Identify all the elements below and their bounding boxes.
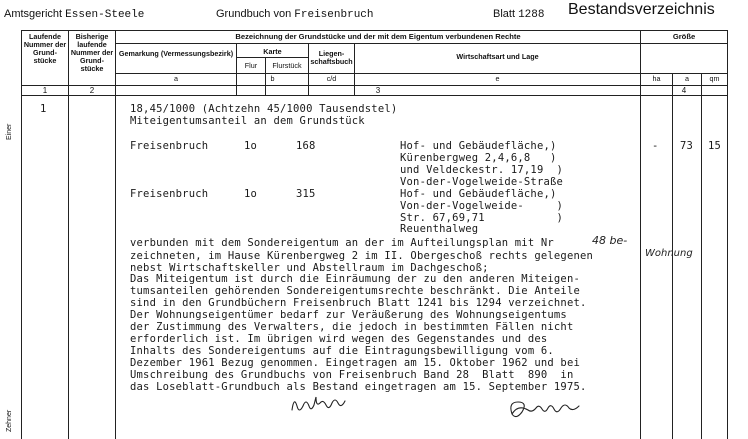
head-laufende-nummer: Laufende Nummer der Grund-stücke (23, 32, 67, 65)
head-flur: Flur (244, 61, 258, 70)
signature-right (511, 402, 579, 417)
parcel-2-lage-1: Hof- und Gebäudefläche,) (400, 188, 557, 200)
colnum-3: 3 (375, 86, 381, 95)
side-label-zehner: Zehner (6, 409, 13, 432)
parcel-2-lage-4: Reuenthalweg (400, 223, 479, 235)
court-label: Amtsgericht (4, 8, 63, 20)
parcel-1-qm: 15 (708, 140, 722, 152)
register-name: Freisenbruch (294, 9, 374, 21)
parcel-1-ar: 73 (680, 140, 694, 152)
colnum-1: 1 (42, 86, 48, 95)
side-label-einer: Einer (6, 123, 13, 140)
head-bezeichnung: Bezeichnung der Grundstücke und der mit dem Eigentum verbundenen Rechte (235, 32, 521, 41)
share-line-2: Miteigentumsanteil an dem Grundstück (130, 115, 365, 127)
parcel-1-lage-1: Hof- und Gebäudefläche,) (400, 140, 557, 152)
sheet-label: Blatt (493, 8, 516, 20)
head-liegenschaftsbuch: Liegen-schaftsbuch (310, 49, 353, 66)
sub-b: b (270, 74, 275, 83)
body-line-11: Dezember 1961 Bezug genommen. Eingetragen am 15. Oktober 1962 und bei (130, 357, 580, 369)
body-line-6: sind in den Grundbüchern Freisenbruch Blatt 1241 bis 1294 verzeichnet. (130, 297, 587, 309)
head-groesse: Größe (672, 32, 696, 41)
parcel-1-lage-2: Kürenbergweg 2,4,6,8 ) (400, 152, 557, 164)
sub-cd: c/d (326, 74, 337, 83)
handwritten-nr: 48 be- (592, 234, 628, 247)
head-karte: Karte (263, 47, 282, 56)
sub-a: a (174, 74, 178, 83)
parcel-1-gemarkung: Freisenbruch (130, 140, 209, 152)
head-gemarkung: Gemarkung (Vermessungsbezirk) (118, 49, 234, 58)
body-line-4: Das Miteigentum ist durch die Einräumung der zu den anderen Miteigen- (130, 273, 580, 285)
handwritten-wohnung: Wohnung (645, 248, 693, 259)
body-line-9: erforderlich ist. Im übrigen wird wegen des Gegenstandes und des (130, 333, 548, 345)
parcel-1-lage-3: und Veldeckestr. 17,19 ) (400, 164, 564, 176)
sub-ar: a (685, 74, 689, 83)
parcel-1-ha: - (652, 140, 659, 152)
parcel-1-flurstueck: 168 (296, 140, 316, 152)
court-name: Essen-Steele (65, 9, 145, 21)
body-line-3: nebst Wirtschaftskeller und Abstellraum im Dachgeschoß; (130, 262, 489, 274)
section-title: Bestandsverzeichnis (568, 1, 715, 18)
body-line-5: tumsanteilen gehörenden Sondereigentumsrechte beschränkt. Die Anteile (130, 285, 580, 297)
entry-lfd-nr: 1 (40, 103, 47, 115)
sub-qm: qm (709, 74, 720, 83)
body-line-1: verbunden mit dem Sondereigentum an der im Aufteilungsplan mit Nr (130, 237, 554, 249)
sheet-number: 1288 (518, 9, 545, 21)
colnum-2: 2 (89, 86, 95, 95)
register-label: Grundbuch von (216, 8, 292, 20)
parcel-1-lage-4: Von-der-Vogelweide-Straße (400, 176, 564, 188)
parcel-2-lage-2: Von-der-Vogelweide- ) (400, 200, 564, 212)
body-line-12: Umschreibung des Grundbuchs von Freisenbruch Band 28 Blatt 890 in (130, 369, 574, 381)
head-wirtschaftsart: Wirtschaftsart und Lage (456, 52, 539, 61)
body-line-10: Inhalts des Sondereigentums auf die Eintragungsbewilligung vom 6. (130, 345, 554, 357)
head-bisherige-nummer: Bisherige laufende Nummer der Grund-stücke (70, 32, 114, 73)
body-line-8: der Zustimmung des Verwalters, die jedoch in bestimmten Fällen nicht (130, 321, 574, 333)
parcel-2-flurstueck: 315 (296, 188, 316, 200)
parcel-2-gemarkung: Freisenbruch (130, 188, 209, 200)
parcel-2-lage-3: Str. 67,69,71 ) (400, 212, 564, 224)
signature-left (292, 397, 345, 410)
body-line-13: das Loseblatt-Grundbuch als Bestand eingetragen am 15. September 1975. (130, 381, 587, 393)
head-flurstueck: Flurstück (272, 61, 302, 70)
body-line-2: zeichneten, im Hause Kürenbergweg 2 im II. Obergeschoß rechts gelegenen (130, 250, 594, 262)
sub-ha: ha (652, 74, 661, 83)
body-line-7: Der Wohnungseigentümer bedarf zur Veräußerung des Wohnungseigentums (130, 309, 567, 321)
colnum-4: 4 (681, 86, 687, 95)
sub-e: e (495, 74, 500, 83)
share-line-1: 18,45/1000 (Achtzehn 45/1000 Tausendstel) (130, 103, 398, 115)
parcel-1-flur: 1o (244, 140, 258, 152)
parcel-2-flur: 1o (244, 188, 258, 200)
